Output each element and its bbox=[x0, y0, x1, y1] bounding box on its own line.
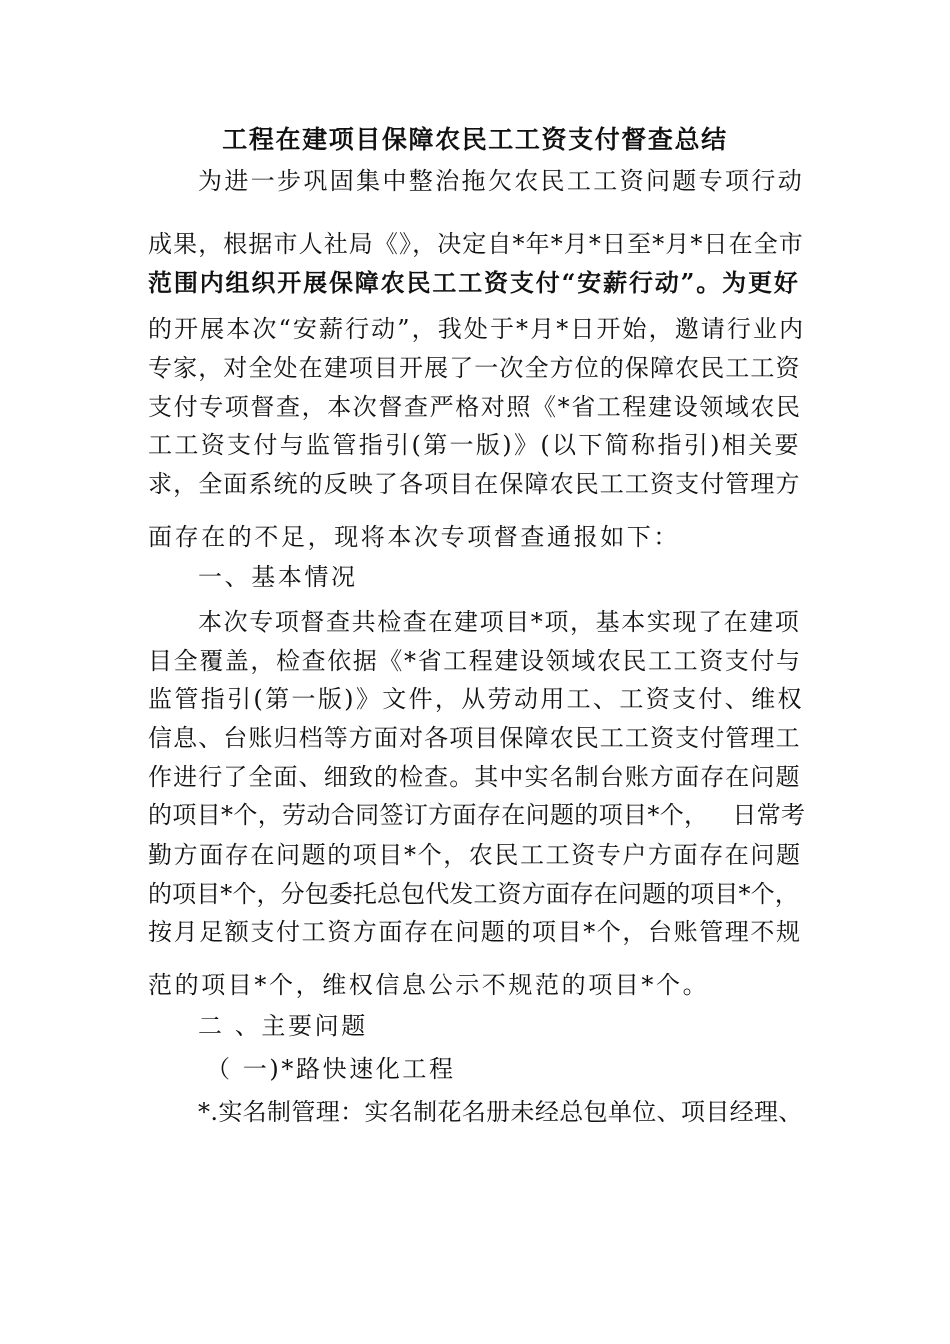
paragraph-line: 支付专项督查，本次督查严格对照《*省工程建设领域农民 bbox=[148, 393, 802, 421]
paragraph-line: 范的项目*个，维权信息公示不规范的项目*个。 bbox=[148, 971, 710, 999]
paragraph-line: 作进行了全面、细致的检查。其中实名制台账方面存在问题 bbox=[148, 763, 801, 791]
paragraph-line: *.实名制管理：实名制花名册未经总包单位、项目经理、 bbox=[198, 1098, 803, 1126]
paragraph-line: 的项目*个，分包委托总包代发工资方面存在问题的项目*个， bbox=[148, 880, 799, 908]
paragraph-line: 面存在的不足，现将本次专项督查通报如下： bbox=[148, 523, 680, 551]
paragraph-line: 求，全面系统的反映了各项目在保障农民工工资支付管理方 bbox=[148, 470, 801, 498]
paragraph-line: 的开展本次“安薪行动”，我处于*月*日开始，邀请行业内 bbox=[148, 315, 806, 343]
paragraph-line: 勤方面存在问题的项目*个，农民工工资专户方面存在问题 bbox=[148, 841, 802, 869]
paragraph-line: 目全覆盖，检查依据《*省工程建设领域农民工工资支付与 bbox=[148, 647, 802, 675]
paragraph-line: 专家，对全处在建项目开展了一次全方位的保障农民工工资 bbox=[148, 354, 801, 382]
document-title: 工程在建项目保障农民工工资支付督查总结 bbox=[222, 125, 728, 154]
paragraph-line: 的项目*个，劳动合同签订方面存在问题的项目*个， 日常考 bbox=[148, 801, 806, 829]
paragraph-line: 信息、台账归档等方面对各项目保障农民工工资支付管理工 bbox=[148, 724, 801, 752]
section-heading: 二 、主要问题 bbox=[198, 1012, 368, 1040]
paragraph-line: 成果，根据市人社局《》，决定自*年*月*日至*月*日在全市 bbox=[148, 230, 804, 258]
paragraph-line: 为进一步巩固集中整治拖欠农民工工资问题专项行动 bbox=[198, 167, 805, 195]
paragraph-line: 本次专项督查共检查在建项目*项，基本实现了在建项 bbox=[198, 608, 801, 636]
paragraph-line: 工工资支付与监管指引(第一版)》(以下简称指引)相关要 bbox=[148, 431, 801, 459]
paragraph-line: 按月足额支付工资方面存在问题的项目*个，台账管理不规 bbox=[148, 918, 802, 946]
subsection-heading: （ 一)*路快速化工程 bbox=[206, 1055, 456, 1083]
section-heading: 一、基本情况 bbox=[198, 563, 358, 591]
paragraph-line: 监管指引(第一版)》文件，从劳动用工、工资支付、维权 bbox=[148, 685, 804, 713]
paragraph-line: 范围内组织开展保障农民工工资支付“安薪行动”。为更好 bbox=[148, 268, 800, 297]
